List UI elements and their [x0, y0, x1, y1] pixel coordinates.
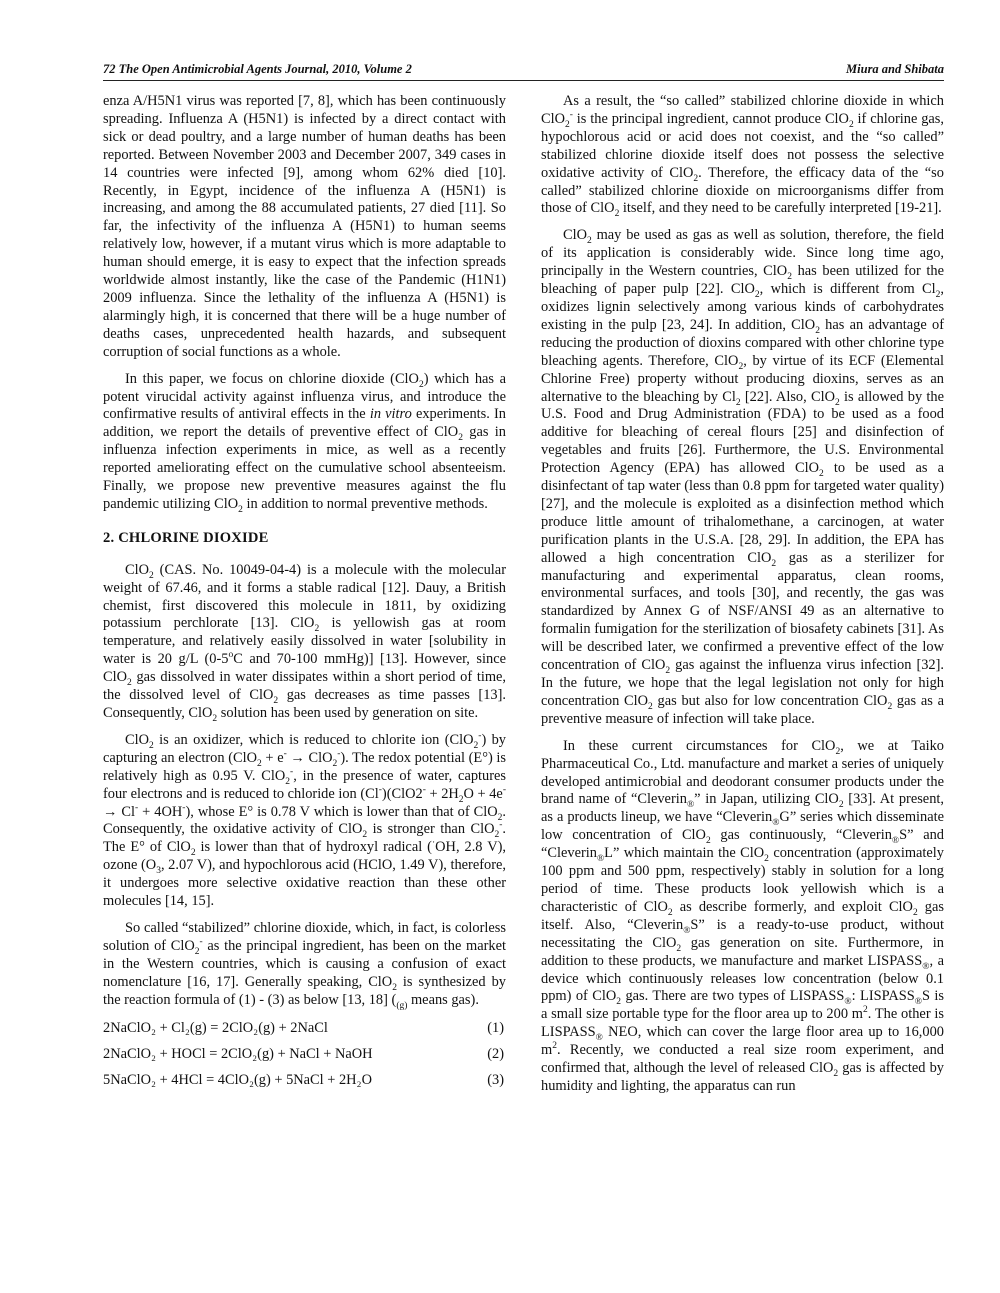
paragraph: As a result, the “so called” stabilized chlorine dioxide in which ClO$_2$- is the principal ingredient, cannot produce ClO$_2$ if chlorine gas, hypochlorous acid or acid does not coexist, and the “so called” stabilized chlorine dioxide itself does not possess the selective oxidative activity of ClO$_2$. Therefore, the efficacy data of the “so called” stabilized chlorine dioxide on microorganisms differ from those of ClO$_2$ itself, and they need to be carefully interpreted [19-21]. — [541, 93, 944, 220]
paragraph: So called “stabilized” chlorine dioxide, which, in fact, is colorless solution of ClO$_2$- as the principal ingredient, has been on the market in the Western countries, which is causing a confusion of exact nomenclature [16, 17]. Generally speaking, ClO$_2$ is synthesized by the reaction formula of (1) - (3) as below [13, 18] ($_{(g)}$ means gas). — [103, 919, 506, 1011]
running-head — [103, 60, 944, 81]
paragraph: enza A/H5N1 virus was reported [7, 8], which has been continuously spreading. Influenza A (H5N1) is infected by a direct contact with sick or dead poultry, and a large number of human deaths has been reported. Between November 2003 and December 2007, 349 cases in 14 countries were infected [9], among whom 62% died [10]. Recently, in Egypt, incidence of the influenza A (H5N1) is increasing, and among the 88 accumulated patients, 27 died [11]. So far, the infectivity of the influenza A (H5N1) to human seems relatively low, however, if a mutant virus which is more adaptable to human should emerge, it is easy to expect that the infection spreads worldwide almost instantly, like the case of the Pandemic (H1N1) 2009 influenza. Since the lethality of the influenza A (H5N1) is alarmingly high, it is concerned that there will be a huge number of deaths cases, unprecedented health hazards, and subsequent corruption of social functions as a whole. — [103, 93, 506, 360]
equation-formula: 2NaClO₂ + Cl₂(g) = 2ClO₂(g) + 2NaCl — [103, 1019, 328, 1036]
paragraph: ClO$_2$ may be used as gas as well as solution, therefore, the field of its application is considerably wide. Since long time ago, principally in the Western countries, ClO$_2$ has been utilized for the bleaching of paper pulp [22]. ClO$_2$, which is different from $Cl_2$, oxidizes lignin selectively among various kinds of carbohydrates existing in the pulp [23, 24]. In addition, ClO$_2$ has an advantage of reducing the production of dioxins compared with other chlorine type bleaching agents. Therefore, ClO$_2$, by virtue of its ECF (Elemental Chlorine Free) property without producing dioxins, serves as an alternative to the bleaching by $Cl_2$ [22]. Also, ClO$_2$ is allowed by the U.S. Food and Drug Administration (FDA) to be used as a food additive for bleaching of cereal flours [25] and disinfection of vegetables and fruits [26]. Furthermore, the U.S. Environmental Protection Agency (EPA) has allowed ClO$_2$ to be used as a disinfectant of tap water (less than 0.8 ppm for targeted water quality) [27], and the molecule is exploited as a disinfection method which produce little amount of trihalomethane, a carcinogen, at water purification plants in the U.S.A. [28, 29]. In addition, the EPA has allowed a high concentration ClO$_2$ gas as a sterilizer for manufacturing and experimental apparatus, clean rooms, environmental surfaces, and tools [30], and recently, the gas was standardized by Annex G of NSF/ANSI 49 as an alternative to formalin fumigation for the sterilization of biosafety cabinets [31]. As will be described later, we confirmed a preventive effect of the low concentration of ClO$_2$ gas against the influenza virus infection [32]. In the future, we hope that the legal legislation not only for high concentration ClO$_2$ gas but also for low concentration ClO$_2$ gas as a preventive measure of infection will take place. — [541, 227, 945, 727]
equation-formula: 2NaClO₂ + HOCl = 2ClO₂(g) + NaCl + NaOH — [103, 1045, 373, 1062]
equation-formula: 5NaClO₂ + 4HCl = 4ClO₂(g) + 5NaCl + 2H₂O — [103, 1071, 372, 1088]
equation-number: (2) — [487, 1045, 504, 1062]
paragraph: In this paper, we focus on chlorine dioxide (ClO$_2$) which has a potent virucidal activity against influenza virus, and introduce the confirmative results of antiviral effects in the in vitro experiments. In addition, we report the details of preventive effect of ClO$_2$ gas in influenza infection experiments in mice, as well as a recently reported ameliorating effect on the cumulative school absenteeism. Finally, we propose new preventive measures against the flu pandemic utilizing ClO$_2$ in addition to normal preventive methods. — [103, 370, 506, 515]
equation-2 — [103, 1045, 506, 1063]
section-heading: 2. CHLORINE DIOXIDE — [103, 529, 269, 546]
paragraph: ClO$_2$ (CAS. No. 10049-04-4) is a molecule with the molecular weight of 67.46, and it forms a stable radical [12]. Dauy, a British chemist, first discovered this molecule in 1811, by oxidizing potassium perchlorate [13]. ClO$_2$ is yellowish gas at room temperature, and relatively easily dissolved in water [solubility in water is 20 g/L (0-5$^o$C and 70-100 mmHg)] [13]. However, since ClO$_2$ gas dissolved in water dissipates within a short period of time, the dissolved level of ClO$_2$ gas decreases as time passes [13]. Consequently, ClO$_2$ solution has been used by generation on site. — [103, 561, 506, 724]
equation-number: (1) — [487, 1019, 504, 1036]
paragraph: ClO$_2$ is an oxidizer, which is reduced to chlorite ion (ClO$_2$-) by capturing an electron (ClO$_2$ + e- → ClO$_2$-). The redox potential (E°) is relatively high as 0.95 V. ClO$_2$-, in the presence of water, captures four electrons and is reduced to chloride ion $(Cl^-)(ClO2^- + 2H_2O + 4e^- \to Cl^- + 4OH^-)$, whose E° is 0.78 V which is lower than that of ClO$_2$. Consequently, the oxidative activity of ClO$_2$ is stronger than ClO$_2$-. The E° of ClO$_2$ is lower than that of hydroxyl radical (·OH, 2.8 V), ozone ($O_3$, 2.07 V), and hypochlorous acid (HClO, 1.49 V), therefore, it undergoes more selective oxidative reaction than these other molecules [14, 15]. — [103, 731, 507, 910]
authors: Miura and Shibata — [846, 62, 944, 76]
journal-citation: 72 The Open Antimicrobial Agents Journal, 2010, Volume 2 — [103, 62, 412, 76]
paragraph: In these current circumstances for ClO$_2$, we at Taiko Pharmaceutical Co., Ltd. manufacture and market a series of uniquely developed antimicrobial and deodorant consumer products under the brand name of “Cleverin$_®$” in Japan, utilizing ClO$_2$ [33]. At present, as a products lineup, we have “Cleverin$_®$G” series which disseminate low concentration of ClO$_2$ gas continuously, “Cleverin$_®$S” and “Cleverin$_®$L” which maintain the ClO$_2$ concentration (approximately 100 ppm and 500 ppm, respectively) stably in solution for a long period of time. These products look yellowish which is a characteristic of ClO$_2$ as describe formerly, and exploit ClO$_2$ gas itself. Also, “Cleverin$_®$S” is a ready-to-use product, without necessitating the ClO$_2$ gas generation on site. Furthermore, in addition to these products, we manufacture and market $LISPASS_®$, a device which continuously releases low concentration (below 0.1 ppm) of ClO$_2$ gas. There are two types of $LISPASS_®$: $LISPASS_®S$ is a small size portable type for the floor area up to 200 $m^2$. The other is $LISPASS_®$ NEO, which can cover the large floor area up to 16,000 $m^2$. Recently, we conducted a real size room experiment, and confirmed that, although the level of released ClO$_2$ gas is affected by humidity and lighting, the apparatus can run — [541, 737, 945, 1094]
left-column — [103, 93, 506, 1105]
equation-1 — [103, 1019, 506, 1037]
right-column — [541, 93, 944, 1105]
equation-3 — [103, 1071, 506, 1089]
equation-number: (3) — [487, 1071, 504, 1088]
